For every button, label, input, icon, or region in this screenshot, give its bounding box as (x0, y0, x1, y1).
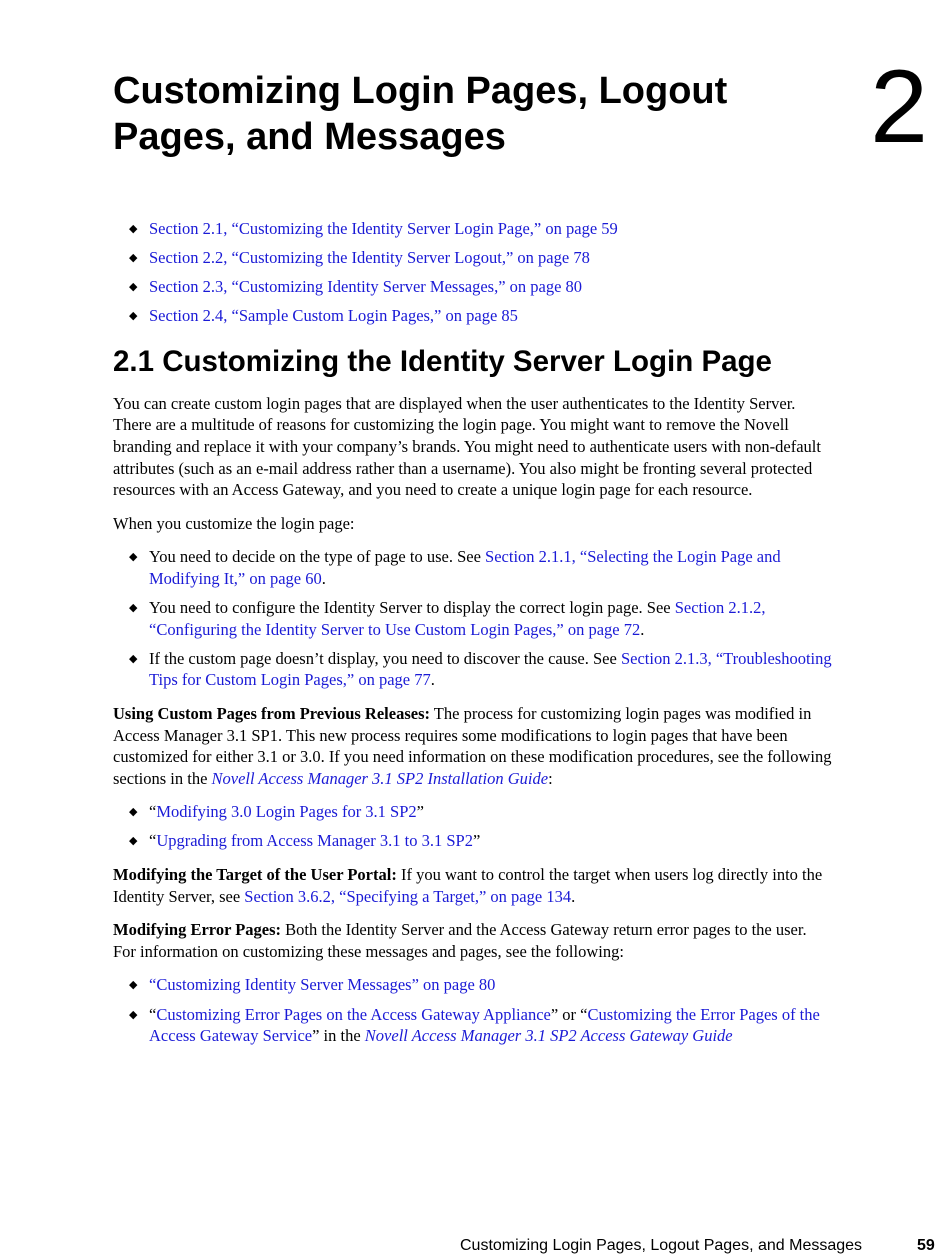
page-number: 59 (917, 1237, 935, 1254)
toc-link-2-4[interactable]: Section 2.4, “Sample Custom Login Pages,” on page 85 (149, 306, 518, 326)
specifying-target-link[interactable]: Section 3.6.2, “Specifying a Target,” on page 134 (244, 886, 572, 906)
user-portal-lead: Modifying the Target of the User Portal: (113, 865, 397, 885)
step-tail: . (321, 569, 326, 589)
toc-link-2-3[interactable]: Section 2.3, “Customizing Identity Server Messages,” on page 80 (149, 277, 583, 297)
step-item (113, 648, 833, 691)
chapter-title: Customizing Login Pages, Logout Pages, and Messages (113, 70, 728, 158)
list-item (113, 974, 833, 996)
previous-releases-list (113, 801, 833, 852)
open-quote: “ (149, 831, 157, 851)
when-customize-paragraph: When you customize the login page: (113, 513, 355, 533)
error-pages-text: Both the Identity Server and the Access Gateway return error pages to the user. For information on customizing these messages and pages, see the following: (113, 920, 807, 961)
step-link[interactable]: Section 2.1.3, “Troubleshooting Tips for Custom Login Pages,” on page 77 (149, 648, 832, 690)
chapter-number: 2 (870, 49, 928, 165)
previous-releases-lead: Using Custom Pages from Previous Releases: (113, 704, 430, 723)
diamond-bullet-icon: ◆ (129, 550, 138, 564)
open-quote: “ (149, 802, 157, 822)
user-portal-tail: . (571, 886, 576, 906)
step-item (113, 546, 833, 589)
connector-text: ” or “ (550, 1004, 588, 1024)
diamond-bullet-icon: ◆ (129, 805, 138, 819)
identity-server-messages-link[interactable]: “Customizing Identity Server Messages” on page 80 (149, 975, 496, 995)
toc-item (113, 305, 833, 327)
connector-text: ” in the (312, 1026, 365, 1046)
toc-link-2-1[interactable]: Section 2.1, “Customizing the Identity Server Login Page,” on page 59 (149, 219, 618, 238)
toc-item (113, 276, 833, 298)
installation-guide-link[interactable]: Novell Access Manager 3.1 SP2 Installation Guide (211, 768, 549, 788)
step-item (113, 597, 833, 640)
step-tail: . (640, 619, 645, 639)
toc-item (113, 247, 833, 269)
diamond-bullet-icon: ◆ (129, 834, 138, 848)
upgrading-link[interactable]: Upgrading from Access Manager 3.1 to 3.1 SP2 (156, 831, 473, 851)
diamond-bullet-icon: ◆ (129, 309, 138, 323)
diamond-bullet-icon: ◆ (129, 1007, 138, 1021)
user-portal-paragraph (113, 864, 833, 907)
list-item (113, 801, 833, 823)
step-link[interactable]: Section 2.1.1, “Selecting the Login Page and Modifying It,” on page 60 (149, 547, 781, 589)
diamond-bullet-icon: ◆ (129, 280, 138, 294)
diamond-bullet-icon: ◆ (129, 222, 138, 235)
access-gateway-guide-link[interactable]: Novell Access Manager 3.1 SP2 Access Gateway Guide (364, 1026, 733, 1046)
list-item (113, 1004, 833, 1047)
intro-paragraph: You can create custom login pages that are displayed when the user authenticates to the Identity Server. There are a multitude of reasons for customizing the login page. You might want to remove the Novell branding and replace it with your company’s brands. You might need to authenticate users with non-default attributes (such as an e-mail address rather than a username). You also might be fronting several protected resources with an Access Gateway, and you need to create a unique login page for each resource. (113, 393, 821, 500)
step-link[interactable]: Section 2.1.2, “Configuring the Identity Server to Use Custom Login Pages,” on page 72 (149, 598, 766, 639)
modifying-login-pages-link[interactable]: Modifying 3.0 Login Pages for 3.1 SP2 (156, 802, 417, 822)
step-text: If the custom page doesn’t display, you need to discover the cause. See (149, 648, 621, 668)
page-footer (460, 1236, 940, 1256)
chapter-toc (113, 218, 833, 327)
steps-list (113, 546, 833, 691)
previous-releases-tail: : (548, 768, 553, 788)
step-text: You need to configure the Identity Server to display the correct login page. See (149, 598, 675, 618)
previous-releases-paragraph (113, 703, 833, 789)
close-quote: ” (416, 802, 424, 822)
close-quote: ” (473, 831, 481, 851)
error-pages-service-link[interactable]: Customizing the Error Pages of the Access Gateway Service (149, 1004, 820, 1046)
step-tail: . (430, 670, 435, 690)
page-content (113, 218, 833, 1054)
error-pages-list (113, 974, 833, 1046)
footer-title: Customizing Login Pages, Logout Pages, and Messages (460, 1237, 863, 1254)
diamond-bullet-icon: ◆ (129, 251, 138, 265)
toc-item (113, 218, 833, 240)
section-heading: 2.1 Customizing the Identity Server Login Page (113, 344, 772, 378)
error-pages-lead: Modifying Error Pages: (113, 920, 282, 940)
diamond-bullet-icon: ◆ (129, 601, 138, 615)
error-pages-paragraph (113, 919, 833, 962)
toc-link-2-2[interactable]: Section 2.2, “Customizing the Identity Server Logout,” on page 78 (149, 248, 590, 268)
open-quote: “ (149, 1004, 157, 1024)
previous-releases-text: The process for customizing login pages was modified in Access Manager 3.1 SP1. This new process requires some modifications to login pages that have been customized for either 3.1 or 3.0. If you need information on these modification procedures, see the following sections in the (113, 704, 832, 788)
diamond-bullet-icon: ◆ (129, 651, 138, 665)
user-portal-text: If you want to control the target when users log directly into the Identity Server, see (113, 865, 823, 906)
error-pages-appliance-link[interactable]: Customizing Error Pages on the Access Gateway Appliance (156, 1004, 551, 1024)
list-item (113, 830, 833, 852)
diamond-bullet-icon: ◆ (129, 978, 138, 992)
step-text: You need to decide on the type of page to use. See (149, 547, 486, 567)
